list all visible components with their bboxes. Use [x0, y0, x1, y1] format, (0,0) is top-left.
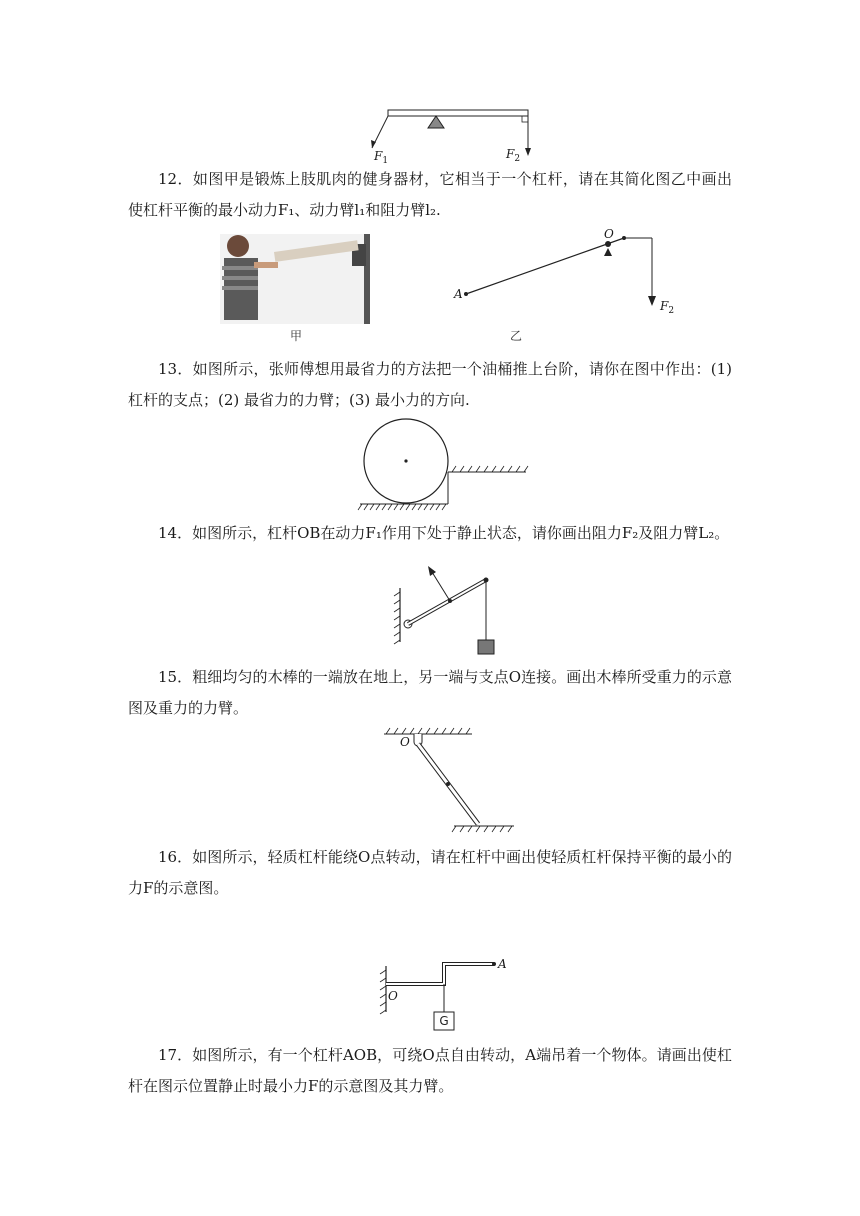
caption-jia: 甲 [290, 329, 303, 343]
problem-16-text [128, 842, 732, 904]
point-a-label: A [498, 957, 507, 971]
figure-15 [380, 726, 520, 836]
f2-label: $F_2$ [506, 147, 521, 164]
figure-12 [214, 227, 694, 346]
f1-label: $F_1$ [374, 149, 389, 166]
problem-number: 12． [158, 170, 193, 188]
problem-number: 13． [158, 360, 193, 378]
bent-lever-diagram [376, 956, 516, 1036]
problem-number: 14． [158, 524, 193, 542]
point-o-label: O [388, 989, 398, 1003]
figure-13 [356, 414, 536, 514]
problem-number: 17． [158, 1046, 193, 1064]
problem-14-text [128, 518, 732, 549]
barrel-step-diagram [356, 414, 536, 514]
lever-ob-diagram [390, 560, 510, 660]
figure-16 [376, 956, 516, 1036]
figure-14 [390, 560, 510, 660]
top-lever-diagram [360, 100, 560, 164]
problem-17-text [128, 1040, 732, 1102]
exercise-photo-icon [220, 234, 370, 324]
problem-body: 如图所示，有一个杠杆AOB，可绕O点自由转动，A端吊着一个物体。请画出使杠杆在图示位置静止时最小力F的示意图及其力臂。 [128, 1046, 732, 1095]
weight-g-label: G [439, 1014, 449, 1028]
problem-body: 如图所示，张师傅想用最省力的方法把一个油桶推上台阶，请你在图中作出：(1) 杠杆的支点；(2) 最省力的力臂；(3) 最小力的方向. [128, 360, 732, 409]
problem-15-text [128, 662, 732, 724]
problem-body: 如图所示，轻质杠杆能绕O点转动，请在杠杆中画出使轻质杠杆保持平衡的最小的力F的示意图。 [128, 848, 732, 897]
point-o-label: O [604, 227, 614, 241]
figure-top-lever [360, 100, 560, 164]
problem-number: 15． [158, 668, 193, 686]
problem-body: 如图所示，杠杆OB在动力F₁作用下处于静止状态，请你画出阻力F₂及阻力臂L₂。 [192, 524, 730, 542]
point-o-label: O [400, 735, 410, 749]
problem-number: 16． [158, 848, 193, 866]
problem-12-text [128, 164, 732, 226]
rod-diagram [380, 726, 520, 836]
point-a-label: A [454, 287, 463, 301]
f2-label: $F_2$ [660, 299, 675, 316]
figure-12-diagram [214, 227, 694, 346]
caption-yi: 乙 [510, 329, 523, 343]
problem-body: 粗细均匀的木棒的一端放在地上，另一端与支点O连接。画出木棒所受重力的示意图及重力的力臂。 [128, 668, 732, 717]
problem-body: 如图甲是锻炼上肢肌肉的健身器材，它相当于一个杠杆，请在其简化图乙中画出使杠杆平衡的最小动力F₁、动力臂l₁和阻力臂l₂. [128, 170, 732, 219]
problem-13-text [128, 354, 732, 416]
